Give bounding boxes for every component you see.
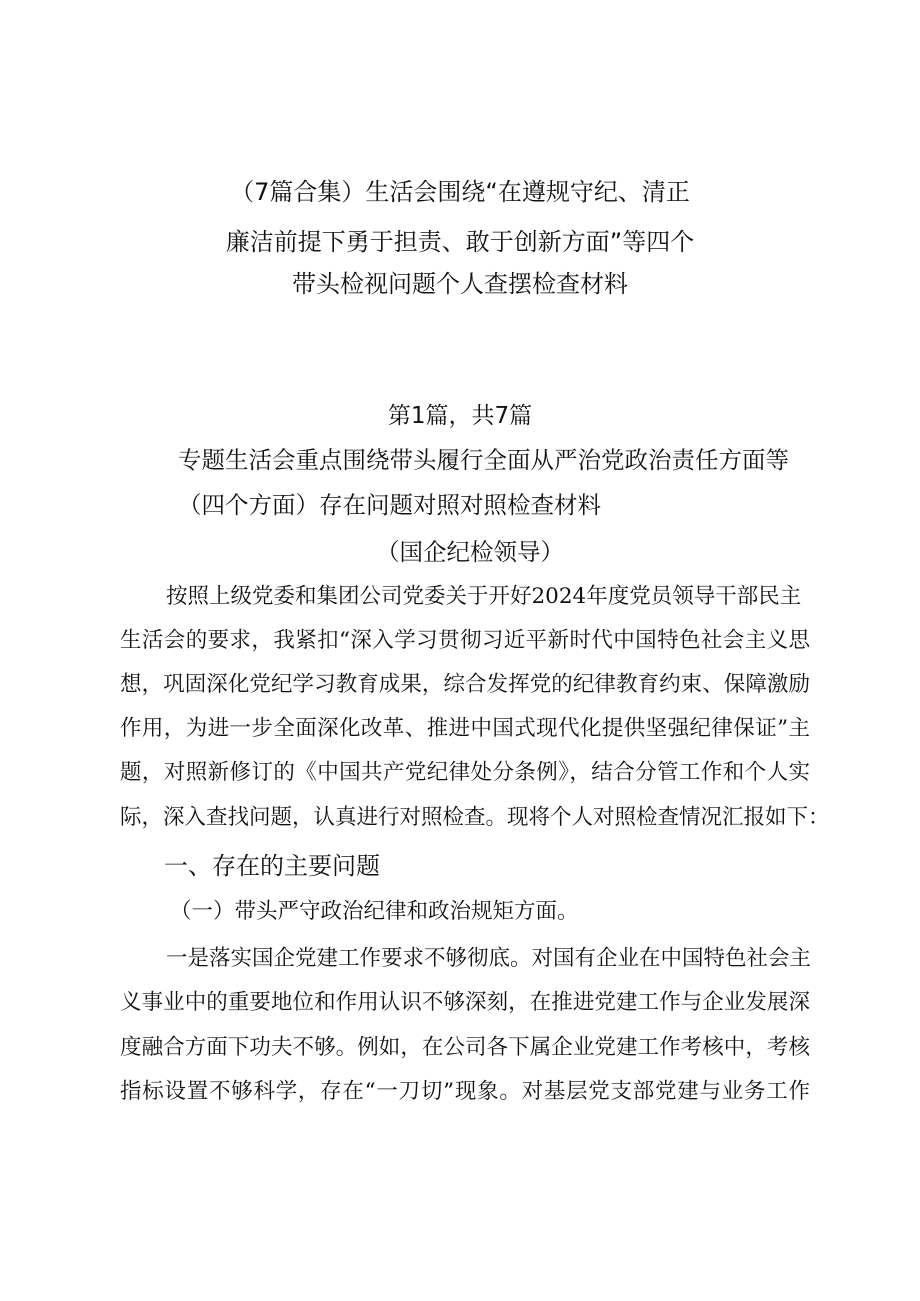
article-subtitle-line-1: 专题生活会重点围绕带头履行全面从严治党政治责任方面等 [178,446,789,474]
document-title-line-1: （7篇合集）生活会围绕“在遵规守纪、清正 [230,178,690,206]
section-paragraph-line: 一是落实国企党建工作要求不够彻底。对国有企业在中国特色社会主 [166,946,812,971]
article-subtitle-line-3: （国企纪检领导） [376,538,564,566]
intro-paragraph-line: 想，巩固深化党纪学习教育成果，综合发挥党的纪律教育约束、保障激励 [120,672,810,697]
intro-paragraph-line: 作用，为进一步全面深化改革、推进中国式现代化提供坚强纪律保证”主 [120,716,810,741]
intro-paragraph-line: 题，对照新修订的《中国共产党纪律处分条例》，结合分管工作和个人实 [120,760,810,785]
part-label: 第1篇，共7篇 [387,403,533,429]
section-paragraph-line: 义事业中的重要地位和作用认识不够深刻，在推进党建工作与企业发展深 [120,990,810,1015]
article-subtitle-line-2: （四个方面）存在问题对照对照检查材料 [178,491,601,519]
document-title-line-3: 带头检视问题个人查摆检查材料 [292,270,628,298]
section-heading: 一、存在的主要问题 [164,852,380,880]
section-paragraph-line: 度融合方面下功夫不够。例如，在公司各下属企业党建工作考核中，考核 [120,1035,810,1060]
intro-paragraph-line: 生活会的要求，我紧扣“深入学习贯彻习近平新时代中国特色社会主义思 [120,628,810,653]
intro-paragraph-line: 际，深入查找问题，认真进行对照检查。现将个人对照检查情况汇报如下： [120,805,830,830]
intro-paragraph-line: 按照上级党委和集团公司党委关于开好2024年度党员领导干部民主 [166,584,802,609]
document-title-line-2: 廉洁前提下勇于担责、敢于创新方面”等四个 [225,228,695,256]
section-paragraph-line: 指标设置不够科学，存在“一刀切”现象。对基层党支部党建与业务工作 [120,1079,810,1104]
subsection-heading: （一）带头严守政治纪律和政治规矩方面。 [170,899,579,924]
